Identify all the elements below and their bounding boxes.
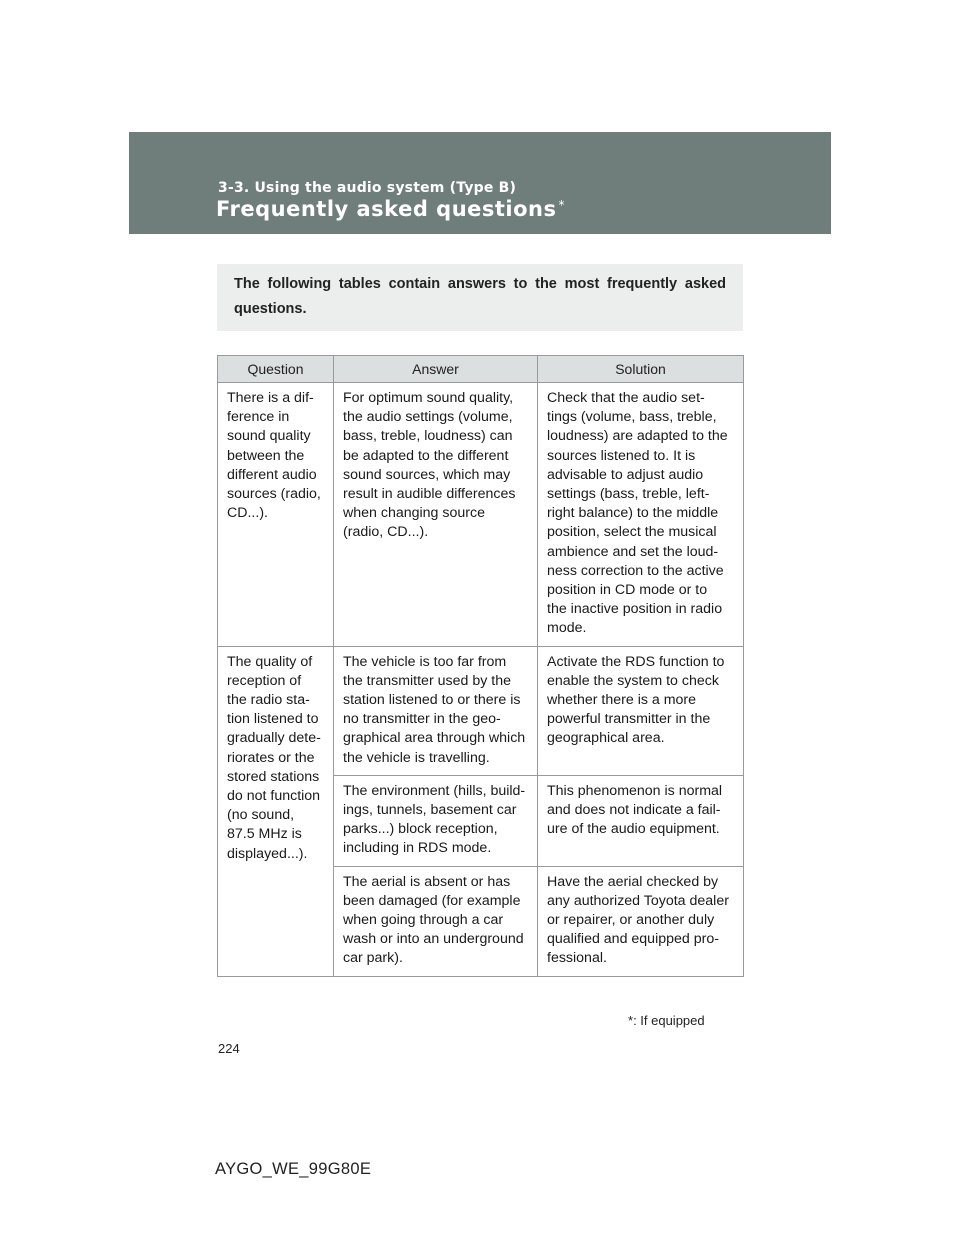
cell-line: the radio sta- — [227, 692, 310, 709]
cell-line: riorates or the — [227, 749, 315, 766]
cell-line: CD...). — [227, 505, 268, 522]
answer-cell — [334, 866, 538, 976]
cell-line: different audio — [227, 466, 317, 483]
table-header-row — [218, 356, 744, 383]
cell-line: ambience and set the loud- — [547, 543, 719, 560]
cell-line: (no sound, — [227, 807, 295, 824]
cell-line: enable the system to check — [547, 672, 719, 689]
cell-line: sound quality — [227, 428, 311, 445]
cell-line: Activate the RDS function to — [547, 653, 725, 670]
footnote — [628, 1013, 705, 1028]
cell-line: sound sources, which may — [343, 466, 511, 483]
cell-line: the vehicle is travelling. — [343, 749, 490, 766]
solution-cell — [538, 383, 744, 647]
header-answer: Answer — [334, 356, 538, 383]
cell-line: parks...) block reception, — [343, 821, 498, 838]
cell-line: mode. — [547, 620, 587, 637]
cell-line: geographical area. — [547, 730, 665, 747]
cell-line: powerful transmitter in the — [547, 711, 711, 728]
document-code: AYGO_WE_99G80E — [215, 1160, 372, 1178]
answer-cell — [334, 383, 538, 647]
footnote-asterisk: * — [628, 1013, 634, 1028]
cell-line: bass, treble, loudness) can — [343, 428, 513, 445]
cell-line: The quality of — [227, 653, 313, 670]
cell-line: no transmitter in the geo- — [343, 711, 501, 728]
cell-line: the inactive position in radio — [547, 601, 723, 618]
cell-line: station listened to or there is — [343, 692, 521, 709]
cell-line: do not function — [227, 788, 321, 805]
cell-line: ure of the audio equipment. — [547, 821, 720, 838]
faq-table — [217, 355, 744, 977]
answer-cell — [334, 775, 538, 866]
cell-line: result in audible differences — [343, 486, 516, 503]
cell-line: displayed...). — [227, 845, 308, 862]
cell-line: any authorized Toyota dealer — [547, 892, 729, 909]
table-row — [218, 383, 744, 647]
footnote-text: : If equipped — [633, 1013, 705, 1028]
cell-line: tings (volume, bass, treble, — [547, 409, 717, 426]
cell-line: loudness) are adapted to the — [547, 428, 728, 445]
equipped-asterisk: * — [558, 198, 566, 212]
cell-line: qualified and equipped pro- — [547, 931, 719, 948]
section-label: 3-3. Using the audio system (Type B) — [218, 180, 517, 196]
answer-cell — [334, 646, 538, 775]
cell-line: The aerial is absent or has — [343, 873, 511, 890]
page-title-text: Frequently asked questions — [216, 197, 557, 221]
cell-line: be adapted to the different — [343, 447, 509, 464]
cell-line: ference in — [227, 409, 290, 426]
solution-cell — [538, 646, 744, 775]
cell-line: and does not indicate a fail- — [547, 802, 721, 819]
cell-line: sources (radio, — [227, 486, 321, 503]
cell-line: position in CD mode or to — [547, 582, 708, 599]
cell-line: (radio, CD...). — [343, 524, 429, 541]
cell-line: For optimum sound quality, — [343, 390, 514, 406]
cell-line: been damaged (for example — [343, 892, 521, 909]
cell-line: the transmitter used by the — [343, 672, 511, 689]
cell-line: stored stations — [227, 768, 320, 785]
cell-line: when changing source — [343, 505, 485, 522]
cell-line: including in RDS mode. — [343, 840, 492, 857]
cell-line: sources listened to. It is — [547, 447, 696, 464]
cell-line: Check that the audio set- — [547, 390, 705, 406]
cell-line: or repairer, or another duly — [547, 912, 715, 929]
cell-line: car park). — [343, 950, 403, 967]
solution-cell — [538, 775, 744, 866]
cell-line: between the — [227, 447, 305, 464]
cell-line: the audio settings (volume, — [343, 409, 513, 426]
cell-line: The environment (hills, build- — [343, 782, 526, 799]
table-row — [218, 646, 744, 775]
solution-cell — [538, 866, 744, 976]
header-solution: Solution — [538, 356, 744, 383]
cell-line: Have the aerial checked by — [547, 873, 719, 890]
cell-line: reception of — [227, 672, 302, 689]
question-cell — [218, 646, 334, 976]
cell-line: There is a dif- — [227, 390, 314, 406]
page-number: 224 — [218, 1041, 240, 1056]
cell-line: advisable to adjust audio — [547, 466, 704, 483]
header-question: Question — [218, 356, 334, 383]
cell-line: ness correction to the active — [547, 562, 724, 579]
intro-text: The following tables contain answers to the most frequently asked questions. — [234, 276, 726, 317]
cell-line: when going through a car — [343, 912, 504, 929]
cell-line: fessional. — [547, 950, 607, 967]
cell-line: settings (bass, treble, left- — [547, 486, 710, 503]
cell-line: right balance) to the middle — [547, 505, 719, 522]
cell-line: The vehicle is too far from — [343, 653, 507, 670]
cell-line: 87.5 MHz is — [227, 826, 302, 843]
intro-box — [217, 264, 743, 331]
cell-line: graphical area through which — [343, 730, 526, 747]
cell-line: tion listened to — [227, 711, 319, 728]
cell-line: whether there is a more — [547, 692, 697, 709]
cell-line: position, select the musical — [547, 524, 717, 541]
cell-line: wash or into an underground — [343, 931, 524, 948]
cell-line: gradually dete- — [227, 730, 321, 747]
cell-line: This phenomenon is normal — [547, 782, 723, 799]
cell-line: ings, tunnels, basement car — [343, 802, 517, 819]
page-title — [216, 197, 565, 221]
question-cell — [218, 383, 334, 647]
